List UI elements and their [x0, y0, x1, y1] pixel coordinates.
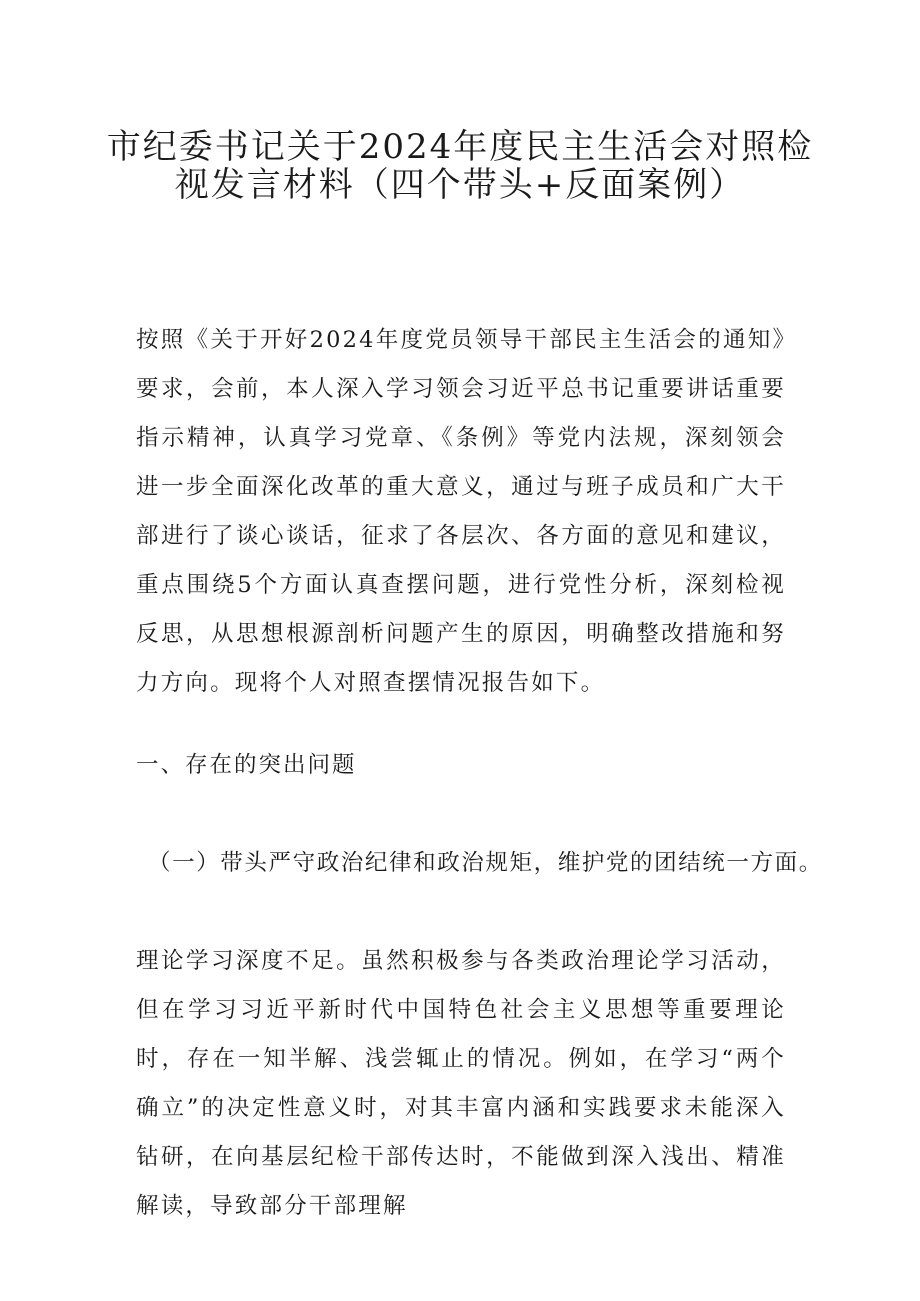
body-paragraph: 理论学习深度不足。虽然积极参与各类政治理论学习活动，但在学习习近平新时代中国特色社会主义思想等重要理论时，存在一知半解、浅尝辄止的情况。例如，在学习“两个确立”的决定性意义时，对其丰富内涵和实践要求未能深入钻研，在向基层纪检干部传达时，不能做到深入浅出、精准解读，导致部分干部理解 [136, 948, 786, 1219]
intro-paragraph: 按照《关于开好2024年度党员领导干部民主生活会的通知》要求，会前，本人深入学习领会习近平总书记重要讲话重要指示精神，认真学习党章、《条例》等党内法规，深刻领会进一步全面深化改革的重大意义，通过与班子成员和广大干部进行了谈心谈话，征求了各层次、各方面的意见和建议，重点围绕5个方面认真查摆问题，进行党性分析，深刻检视反思，从思想根源剖析问题产生的原因，明确整改措施和努力方向。现将个人对照查摆情况报告如下。 [136, 327, 786, 696]
subsection-heading: （一）带头严守政治纪律和政治规矩，维护党的团结统一方面。 [148, 850, 823, 876]
section-heading: 一、存在的突出问题 [136, 752, 357, 778]
document-title-line-1: 市纪委书记关于2024年度民主生活会对照检 [106, 127, 814, 167]
document-title-line-2: 视发言材料（四个带头+反面案例） [174, 165, 746, 205]
